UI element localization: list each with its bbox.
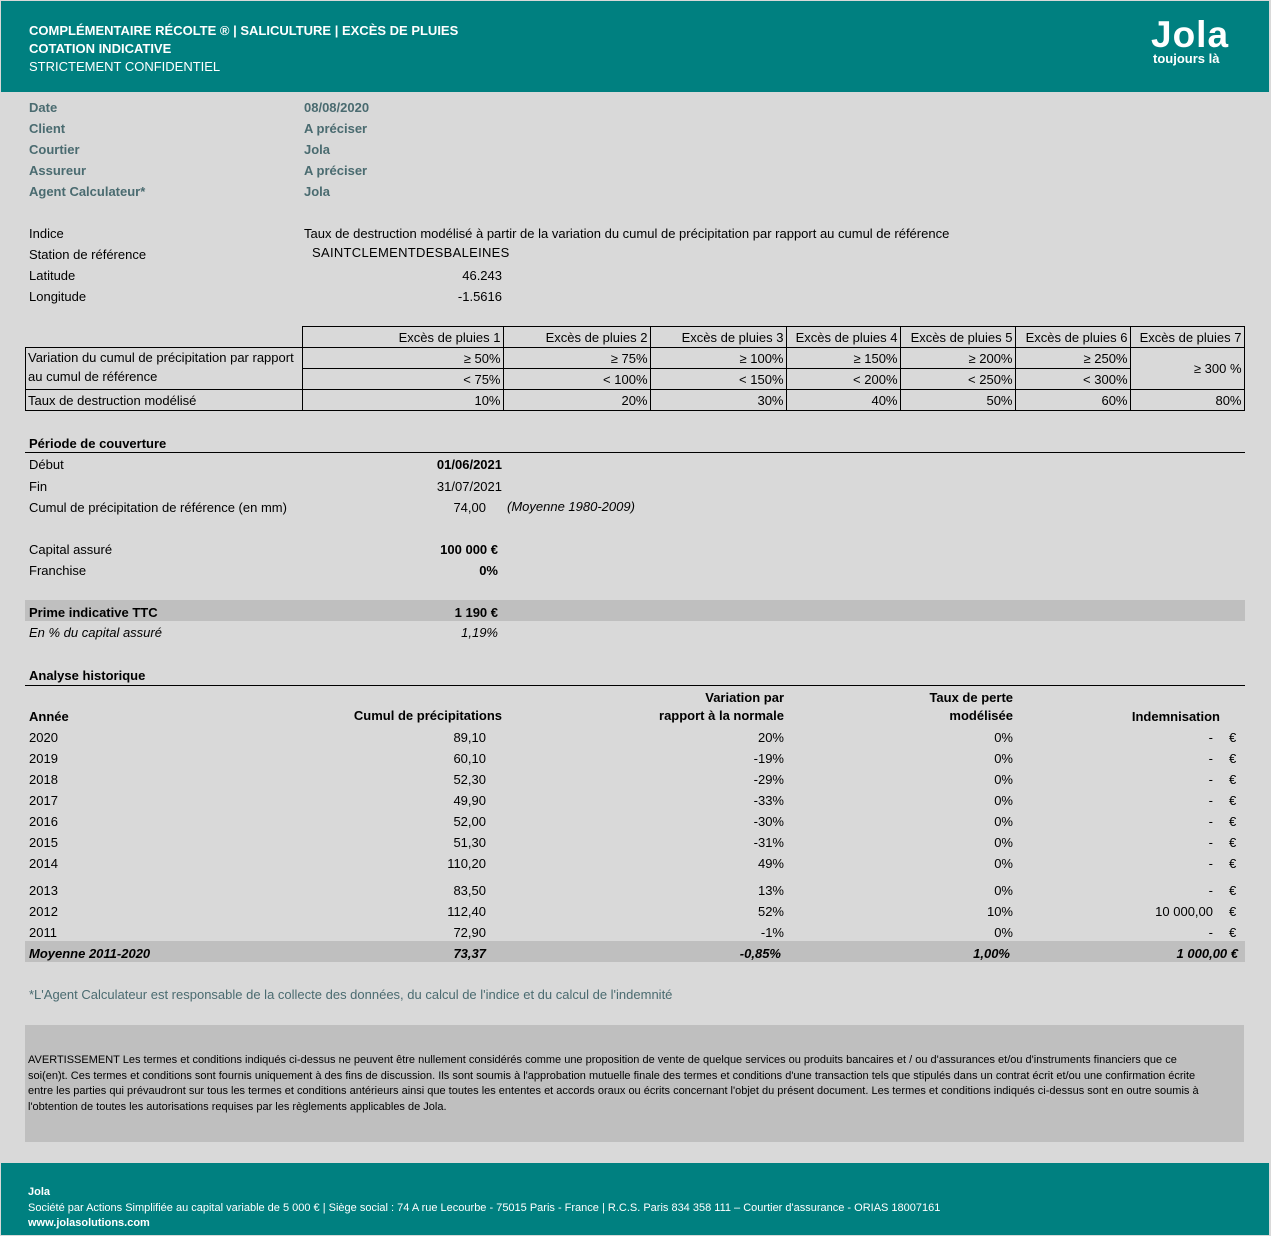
average-band — [25, 941, 1245, 962]
history-variation: -33% — [753, 793, 784, 808]
col-cumul: Cumul de précipitations — [353, 708, 502, 723]
history-taux: 10% — [986, 904, 1013, 919]
tier-lower-bound: ≥ 150% — [786, 348, 900, 369]
history-variation: -29% — [753, 772, 784, 787]
average-cumul: 73,37 — [453, 946, 486, 961]
capital-label: Capital assuré — [29, 542, 113, 557]
station-value: SAINTCLEMENTDESBALEINES — [312, 245, 510, 260]
prime-band — [25, 600, 1245, 621]
tier-upper-bound: < 300% — [1015, 369, 1130, 390]
tier-upper-bound: < 200% — [786, 369, 900, 390]
tier-header: Excès de pluies 1 — [302, 327, 503, 348]
longitude-label: Longitude — [29, 289, 87, 304]
indice-value: Taux de destruction modélisé à partir de la variation du cumul de précipitation par rapport au cumul de référence — [304, 226, 950, 241]
fin-label: Fin — [29, 479, 48, 494]
station-label: Station de référence — [29, 247, 147, 262]
tier-upper-bound: < 75% — [302, 369, 503, 390]
cumul-ref-label: Cumul de précipitation de référence (en mm) — [29, 500, 287, 515]
tier-destruction: 50% — [900, 390, 1015, 411]
col-year: Année — [29, 709, 69, 724]
tiers-lower-row — [26, 348, 1245, 369]
document-header — [1, 1, 1269, 92]
tier-destruction: 80% — [1130, 390, 1244, 411]
franchise-value: 0% — [479, 563, 498, 578]
courtier-value: Jola — [304, 142, 331, 157]
history-indemnisation: - — [1208, 814, 1213, 829]
date-value: 08/08/2020 — [304, 100, 370, 115]
tier-header: Excès de pluies 6 — [1015, 327, 1130, 348]
prime-pct-value: 1,19% — [461, 625, 498, 640]
average-variation: -0,85% — [739, 946, 781, 961]
logo-word: Jola — [1151, 14, 1230, 55]
tier-destruction: 60% — [1015, 390, 1130, 411]
disclaimer-box — [25, 1025, 1244, 1142]
coverage-divider — [25, 452, 1245, 453]
header-subtitle: COTATION INDICATIVE — [29, 41, 172, 56]
history-currency: € — [1229, 772, 1237, 787]
history-cumul: 49,90 — [453, 793, 486, 808]
history-variation: -31% — [753, 835, 784, 850]
history-year: 2016 — [29, 814, 58, 829]
history-variation: 20% — [757, 730, 784, 745]
tier-upper-bound: < 250% — [900, 369, 1015, 390]
capital-value: 100 000 € — [440, 542, 498, 557]
history-variation: 49% — [757, 856, 784, 871]
tier-header: Excès de pluies 2 — [503, 327, 650, 348]
history-year: 2015 — [29, 835, 58, 850]
indice-label: Indice — [29, 226, 64, 241]
history-currency: € — [1229, 835, 1237, 850]
tier-last-bound: ≥ 300 % — [1130, 348, 1244, 390]
history-cumul: 110,20 — [447, 856, 486, 871]
history-currency: € — [1229, 856, 1237, 871]
history-currency: € — [1229, 925, 1237, 940]
tier-upper-bound: < 150% — [650, 369, 786, 390]
footer-website[interactable]: www.jolasolutions.com — [28, 1217, 150, 1229]
history-currency: € — [1229, 814, 1237, 829]
col-taux-line2: modélisée — [949, 708, 1013, 723]
history-cumul: 51,30 — [453, 835, 486, 850]
history-variation: 13% — [757, 883, 784, 898]
latitude-label: Latitude — [29, 268, 76, 283]
tier-destruction: 20% — [503, 390, 650, 411]
history-currency: € — [1229, 883, 1237, 898]
tier-lower-bound: ≥ 250% — [1015, 348, 1130, 369]
tier-destruction: 30% — [650, 390, 786, 411]
assureur-value: A préciser — [304, 163, 368, 178]
history-indemnisation: - — [1208, 883, 1213, 898]
header-title: COMPLÉMENTAIRE RÉCOLTE ® | SALICULTURE | EXCÈS DE PLUIES — [29, 23, 459, 38]
tier-header: Excès de pluies 4 — [786, 327, 900, 348]
history-taux: 0% — [994, 856, 1013, 871]
history-indemnisation: - — [1208, 793, 1213, 808]
document-footer — [1, 1163, 1269, 1235]
history-taux: 0% — [994, 730, 1013, 745]
history-year: 2020 — [29, 730, 58, 745]
history-taux: 0% — [994, 751, 1013, 766]
history-cumul: 112,40 — [447, 904, 486, 919]
history-indemnisation: - — [1208, 925, 1213, 940]
agent-label: Agent Calculateur* — [29, 184, 146, 199]
courtier-label: Courtier — [29, 142, 80, 157]
tier-lower-bound: ≥ 50% — [302, 348, 503, 369]
cumul-ref-note: (Moyenne 1980-2009) — [507, 499, 635, 514]
history-title: Analyse historique — [29, 668, 146, 683]
logo-tagline: toujours là — [1153, 51, 1220, 66]
prime-value: 1 190 € — [454, 605, 498, 620]
history-indemnisation: - — [1208, 730, 1213, 745]
history-year: 2012 — [29, 904, 58, 919]
history-variation: -30% — [753, 814, 784, 829]
tiers-destruction-row — [26, 390, 1245, 411]
tier-lower-bound: ≥ 200% — [900, 348, 1015, 369]
franchise-label: Franchise — [29, 563, 87, 578]
variation-label-line1: Variation du cumul de précipitation par rapport — [28, 350, 294, 365]
history-year: 2014 — [29, 856, 58, 871]
tier-lower-bound: ≥ 100% — [650, 348, 786, 369]
history-taux: 0% — [994, 772, 1013, 787]
history-divider — [25, 685, 1245, 686]
history-taux: 0% — [994, 835, 1013, 850]
history-taux: 0% — [994, 925, 1013, 940]
jola-logo — [1151, 15, 1229, 66]
history-indemnisation: 10 000,00 — [1155, 904, 1213, 919]
average-indemnisation: 1 000,00 € — [1176, 946, 1238, 961]
tier-upper-bound: < 100% — [503, 369, 650, 390]
client-value: A préciser — [304, 121, 368, 136]
latitude-value: 46.243 — [462, 268, 502, 283]
history-currency: € — [1229, 793, 1237, 808]
history-variation: -1% — [760, 925, 784, 940]
col-variation-line1: Variation par — [705, 690, 784, 705]
history-taux: 0% — [994, 883, 1013, 898]
variation-label-line2: au cumul de référence — [28, 369, 158, 384]
prime-label: Prime indicative TTC — [29, 605, 158, 620]
assureur-label: Assureur — [29, 163, 87, 178]
col-indemnisation: Indemnisation — [1131, 709, 1220, 724]
history-year: 2011 — [29, 925, 57, 940]
debut-value: 01/06/2021 — [436, 457, 502, 472]
tier-header: Excès de pluies 7 — [1130, 327, 1244, 348]
agent-footnote: *L'Agent Calculateur est responsable de la collecte des données, du calcul de l'indice et du calcul de l'indemnité — [29, 987, 673, 1002]
history-year: 2013 — [29, 883, 58, 898]
history-indemnisation: - — [1208, 751, 1213, 766]
history-cumul: 52,00 — [453, 814, 486, 829]
history-cumul: 60,10 — [453, 751, 486, 766]
history-variation: -19% — [753, 751, 784, 766]
variation-label — [26, 348, 303, 390]
history-indemnisation: - — [1208, 856, 1213, 871]
agent-value: Jola — [304, 184, 331, 199]
average-taux: 1,00% — [973, 946, 1010, 961]
destruction-label: Taux de destruction modélisé — [26, 390, 303, 411]
history-indemnisation: - — [1208, 772, 1213, 787]
history-taux: 0% — [994, 814, 1013, 829]
disclaimer-text: AVERTISSEMENT Les termes et conditions indiqués ci-dessus ne peuvent être nullement considérés comme une proposition de vente de quelque services ou produits bancaires et / ou d'assurances et/ou d'instruments financiers que ce soi(en)t. Ces termes et conditions sont fournis uniquement à des fins de discussion. Ils sont soumis à l'approbation mutuelle finale des termes et conditions d'une transaction tels que stipulés dans un contrat écrit et/ou une confirmation écrite entre les parties qui prévaudront sur tous les termes et conditions antérieurs ainsi que toutes les ententes et accords oraux ou écrits concernant l'objet du présent document. Les termes et conditions indiqués ci-dessus sont en outre soumis à l'obtention de toutes les autorisations requises par les règlements applicables de Jola. — [28, 1054, 1199, 1113]
footer-company: Jola — [28, 1186, 51, 1198]
history-indemnisation: - — [1208, 835, 1213, 850]
history-year: 2017 — [29, 793, 58, 808]
tier-header: Excès de pluies 5 — [900, 327, 1015, 348]
history-year: 2019 — [29, 751, 58, 766]
tier-header: Excès de pluies 3 — [650, 327, 786, 348]
tiers-header-row — [26, 327, 1245, 348]
average-label: Moyenne 2011-2020 — [29, 946, 151, 961]
cumul-ref-value: 74,00 — [453, 500, 486, 515]
col-variation-line2: rapport à la normale — [659, 708, 784, 723]
history-taux: 0% — [994, 793, 1013, 808]
tier-destruction: 40% — [786, 390, 900, 411]
tiers-table — [25, 326, 1245, 411]
history-cumul: 52,30 — [453, 772, 486, 787]
header-confidential: STRICTEMENT CONFIDENTIEL — [29, 59, 221, 74]
client-label: Client — [29, 121, 66, 136]
history-year: 2018 — [29, 772, 58, 787]
prime-pct-label: En % du capital assuré — [29, 625, 162, 640]
tier-destruction: 10% — [302, 390, 503, 411]
date-label: Date — [29, 100, 58, 115]
tier-lower-bound: ≥ 75% — [503, 348, 650, 369]
history-cumul: 89,10 — [453, 730, 486, 745]
col-taux-line1: Taux de perte — [929, 690, 1013, 705]
history-currency: € — [1229, 751, 1237, 766]
history-cumul: 83,50 — [453, 883, 486, 898]
footer-legal: Société par Actions Simplifiée au capital variable de 5 000 € | Siège social : 74 A rue Lecourbe - 75015 Paris - France | R.C.S. Paris 834 358 111 – Courtier d'assurance - ORIAS 18007161 — [28, 1202, 941, 1214]
coverage-title: Période de couverture — [29, 436, 167, 451]
history-cumul: 72,90 — [453, 925, 486, 940]
longitude-value: -1.5616 — [457, 289, 502, 304]
history-currency: € — [1229, 730, 1237, 745]
history-variation: 52% — [757, 904, 784, 919]
debut-label: Début — [29, 457, 64, 472]
history-currency: € — [1229, 904, 1237, 919]
fin-value: 31/07/2021 — [436, 479, 502, 494]
